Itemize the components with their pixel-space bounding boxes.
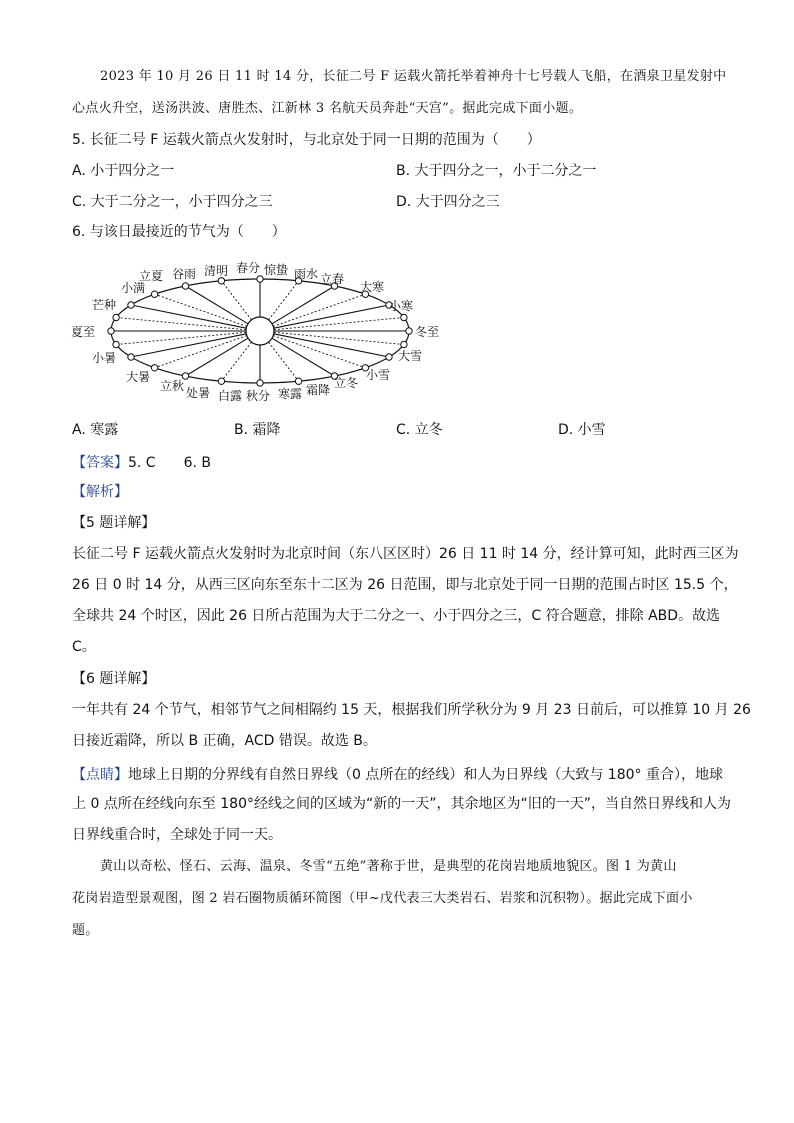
term-label-bottom: 大雪 [398, 349, 423, 363]
q6-option-a: A. 寒露 [72, 422, 119, 438]
q6-option-c: C. 立冬 [396, 422, 443, 438]
orbit-radial-line [221, 342, 251, 381]
orbit-radial-line [273, 294, 365, 326]
term-label-bottom: 小暑 [92, 351, 117, 365]
passage2-line2: 花岗岩造型景观图，图 2 岩石圈物质循环简图（甲~戊代表三大类岩石、岩浆和沉积物）。据此完成下面小 [72, 891, 693, 906]
orbit-position-dot [128, 354, 134, 360]
detail5-line4: C。 [72, 639, 96, 655]
orbit-position-dot [151, 291, 157, 297]
orbit-position-dot [113, 341, 119, 347]
detail5-line1: 长征二号 F 运载火箭点火发射时为北京时间（东八区区时）26 日 11 时 14 分，经计算可知，此时西三区为 [72, 546, 739, 562]
orbit-position-dot [108, 328, 114, 334]
term-label-top: 芒种 [92, 298, 117, 312]
solar-terms-diagram [71, 252, 452, 403]
q5-option-c: C. 大于二分之一，小于四分之三 [72, 194, 273, 210]
orbit-radial-line [155, 336, 247, 368]
orbit-position-dot [182, 283, 188, 289]
orbit-position-dot [406, 328, 412, 334]
term-label-left: 夏至 [71, 325, 96, 339]
q5-option-b: B. 大于四分之一，小于二分之一 [396, 163, 597, 179]
orbit-position-dot [218, 278, 224, 284]
orbit-position-dot [257, 380, 263, 386]
orbit-position-dot [113, 314, 119, 320]
term-label-top: 惊蛰 [264, 263, 289, 277]
detail6-label: 【6 题详解】 [72, 671, 156, 687]
term-label-top: 立春 [320, 272, 345, 286]
term-label-bottom: 处暑 [186, 386, 211, 400]
term-label-top: 立夏 [139, 269, 164, 283]
term-label-right: 冬至 [415, 325, 440, 339]
answer-line [72, 454, 211, 470]
term-label-top: 春分 [236, 261, 261, 275]
q6-option-b: B. 霜降 [234, 422, 281, 438]
detail5-line3: 全球共 24 个时区，因此 26 日所占范围为大于二分之一、小于四分之三，C 符合题意，排除 ABD。故选 [72, 608, 721, 624]
q5-stem: 5. 长征二号 F 运载火箭点火发射时，与北京处于同一日期的范围为（ ） [72, 132, 541, 148]
passage1-line2: 心点火升空，送汤洪波、唐胜杰、江新林 3 名航天员奔赴“天宫”。据此完成下面小题。 [72, 101, 583, 116]
detail5-line2: 26 日 0 时 14 分，从西三区向东至东十二区为 26 日范围，即与北京处于同一日期的范围占时区 15.5 个， [72, 577, 738, 593]
term-label-bottom: 立秋 [160, 379, 185, 393]
q5-option-a: A. 小于四分之一 [72, 163, 175, 179]
q5-option-d: D. 大于四分之三 [396, 194, 500, 210]
answer-text: 5. C 6. B [128, 455, 211, 471]
q6-stem: 6. 与该日最接近的节气为（ ） [72, 224, 286, 240]
detail6-line2: 日接近霜降，所以 B 正确，ACD 错误。故选 B。 [72, 733, 377, 749]
passage2-line1: 黄山以奇松、怪石、云海、温泉、冬雪“五绝”著称于世，是典型的花岗岩地质地貌区。图 1 为黄山 [100, 859, 677, 874]
tip-line2: 上 0 点所在经线向东至 180°经线之间的区域为“新的一天”，其余地区为“旧的一天”，当自然日界线和人为 [72, 796, 731, 812]
term-label-top: 小寒 [389, 299, 414, 313]
term-label-bottom: 秋分 [246, 389, 271, 403]
orbit-position-dot [151, 365, 157, 371]
term-label-bottom: 大暑 [126, 370, 151, 384]
detail6-line1: 一年共有 24 个节气，相邻节气之间相隔约 15 天，根据我们所学秋分为 9 月 23 日前后，可以推算 10 月 26 [72, 702, 751, 718]
term-label-top: 雨水 [294, 267, 319, 281]
orbit-position-dot [257, 276, 263, 282]
passage2-line3: 题。 [72, 923, 99, 938]
orbit-position-dot [386, 354, 392, 360]
orbit-position-dot [401, 314, 407, 320]
orbit-position-dot [128, 302, 134, 308]
answer-label: 【答案】 [72, 455, 128, 471]
tip-line1 [72, 766, 723, 782]
passage1-line1: 2023 年 10 月 26 日 11 时 14 分，长征二号 F 运载火箭托举着神舟十七号载人飞船，在酒泉卫星发射中 [100, 69, 727, 84]
term-label-top: 谷雨 [172, 267, 197, 281]
term-label-bottom: 小雪 [366, 368, 391, 382]
orbit-radial-line [221, 281, 251, 320]
term-label-bottom: 寒露 [278, 387, 303, 401]
term-label-bottom: 白露 [218, 389, 243, 403]
orbit-position-dot [295, 378, 301, 384]
term-label-bottom: 霜降 [306, 383, 331, 397]
orbit-radial-line [155, 294, 247, 326]
term-label-bottom: 立冬 [334, 376, 359, 390]
orbit-position-dot [218, 378, 224, 384]
orbit-radial-line [269, 281, 299, 320]
sun-circle [246, 317, 274, 345]
analysis-label: 【解析】 [72, 484, 128, 500]
tip-text-line1: 地球上日期的分界线有自然日界线（0 点所在的经线）和人为日界线（大致与 180° 重合），地球 [128, 767, 723, 783]
detail5-label: 【5 题详解】 [72, 515, 156, 531]
term-label-top: 清明 [204, 264, 229, 278]
q6-option-d: D. 小雪 [558, 422, 606, 438]
term-label-top: 大寒 [360, 280, 385, 294]
tip-label: 【点睛】 [72, 767, 128, 783]
tip-line3: 日界线重合时，全球处于同一天。 [72, 827, 282, 843]
term-label-top: 小满 [121, 281, 146, 295]
orbit-radial-line [269, 342, 299, 381]
orbit-position-dot [401, 341, 407, 347]
orbit-radial-line [273, 336, 365, 368]
